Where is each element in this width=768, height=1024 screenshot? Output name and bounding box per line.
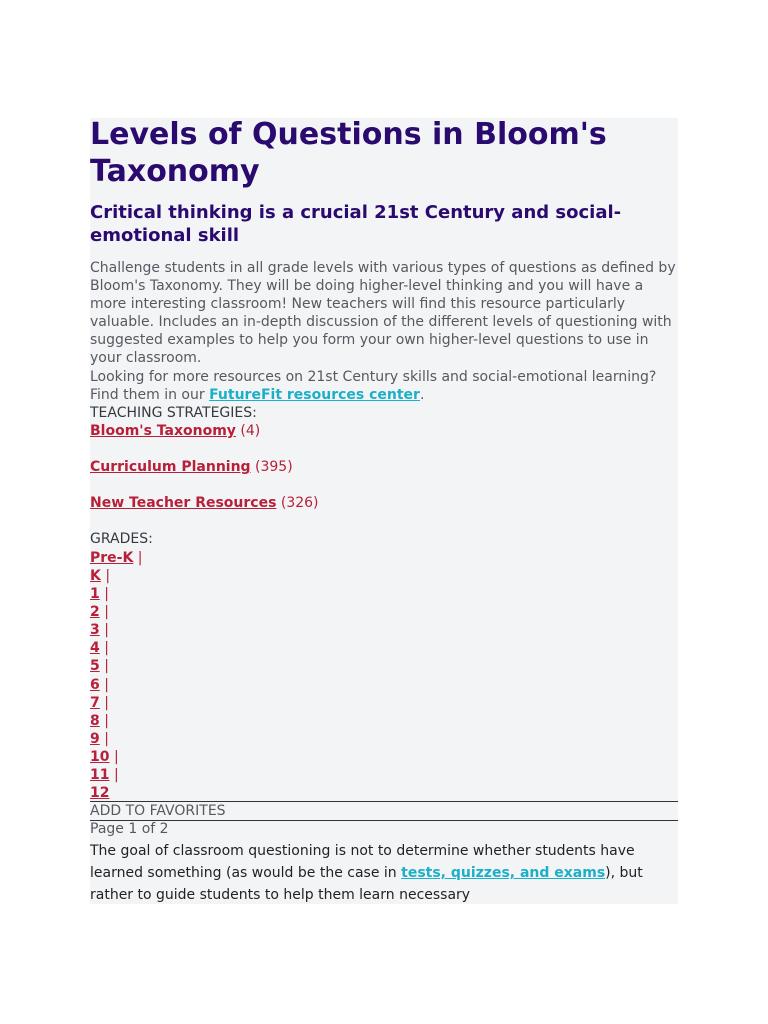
grade-separator: | [104, 658, 109, 674]
grade-link-2[interactable]: 2 [90, 604, 100, 620]
grades-heading: GRADES: [90, 531, 153, 547]
strategy-link-new-teacher-resources[interactable]: New Teacher Resources [90, 495, 277, 511]
grade-link-4[interactable]: 4 [90, 640, 100, 656]
grade-separator: | [104, 677, 109, 693]
grade-item [90, 676, 109, 694]
grade-separator: | [105, 568, 111, 584]
grade-item [90, 712, 109, 730]
grade-separator: | [113, 767, 119, 783]
strategies-heading: TEACHING STRATEGIES: [90, 405, 257, 421]
grade-separator: | [104, 731, 109, 747]
grade-separator: | [104, 586, 109, 602]
page-title: Levels of Questions in Bloom's Taxonomy [90, 117, 607, 189]
grade-separator: | [104, 713, 109, 729]
grade-link-11[interactable]: 11 [90, 767, 110, 783]
grade-separator: | [137, 550, 143, 566]
grade-link-5[interactable]: 5 [90, 658, 100, 674]
grade-item [90, 549, 143, 567]
grade-link-10[interactable]: 10 [90, 749, 110, 765]
grade-item [90, 784, 109, 802]
grade-item [90, 730, 109, 748]
grade-item [90, 748, 119, 766]
grade-item [90, 694, 109, 712]
grade-separator: | [104, 604, 109, 620]
page-indicator: Page 1 of 2 [90, 821, 169, 837]
strategy-link-curriculum-planning[interactable]: Curriculum Planning [90, 459, 251, 475]
page-subtitle: Critical thinking is a crucial 21st Century and social-emotional skill [90, 202, 622, 246]
grade-link-6[interactable]: 6 [90, 677, 100, 693]
grade-separator: | [113, 749, 119, 765]
grade-item [90, 766, 119, 784]
grade-link-12[interactable]: 12 [90, 785, 110, 801]
grade-link-8[interactable]: 8 [90, 713, 100, 729]
grade-link-pre-k[interactable]: Pre-K [90, 550, 134, 566]
grade-item [90, 603, 109, 621]
grade-link-7[interactable]: 7 [90, 695, 100, 711]
grade-link-9[interactable]: 9 [90, 731, 100, 747]
article-body-suffix: ), but rather to guide students to help them learn necessary [90, 865, 643, 903]
grade-separator: | [104, 695, 109, 711]
grade-link-1[interactable]: 1 [90, 586, 100, 602]
grade-item [90, 657, 109, 675]
strategy-link-blooms-taxonomy[interactable]: Bloom's Taxonomy [90, 423, 236, 439]
grade-item [90, 621, 109, 639]
grade-item [90, 585, 109, 603]
more-resources-text: Looking for more resources on 21st Century skills and social-emotional learning? Find them in our [90, 369, 657, 404]
strategy-count: (4) [240, 423, 261, 439]
grade-separator: | [104, 640, 109, 656]
grade-separator: | [104, 622, 109, 638]
intro-paragraph: Challenge students in all grade levels with various types of questions as defined by Bloom's Taxonomy. They will be doing higher-level thinking and you will have a more interesting classroom! New teachers will find this resource particularly valuable. Includes an in-depth discussion of the different levels of questioning with suggested examples to help you form your own higher-level questions to use in your classroom. [90, 260, 676, 367]
article-body-text: The goal of classroom questioning is not to determine whether students have learned something (as would be the case in [90, 843, 635, 881]
divider [90, 820, 678, 821]
strategy-count: (326) [280, 495, 319, 511]
more-resources-paragraph [90, 368, 678, 404]
article-body-paragraph [90, 840, 682, 906]
strategy-item [90, 458, 293, 476]
strategy-count: (395) [255, 459, 293, 475]
grade-item [90, 639, 109, 657]
grade-link-3[interactable]: 3 [90, 622, 100, 638]
grade-link-k[interactable]: K [90, 568, 101, 584]
futurefit-link[interactable]: FutureFit resources center [209, 387, 420, 404]
strategy-item [90, 422, 260, 440]
add-to-favorites-button[interactable]: ADD TO FAVORITES [90, 803, 226, 819]
strategy-item [90, 494, 319, 512]
grade-item [90, 567, 110, 585]
tests-quizzes-exams-link[interactable]: tests, quizzes, and exams [401, 865, 606, 881]
more-resources-suffix: . [419, 387, 425, 404]
